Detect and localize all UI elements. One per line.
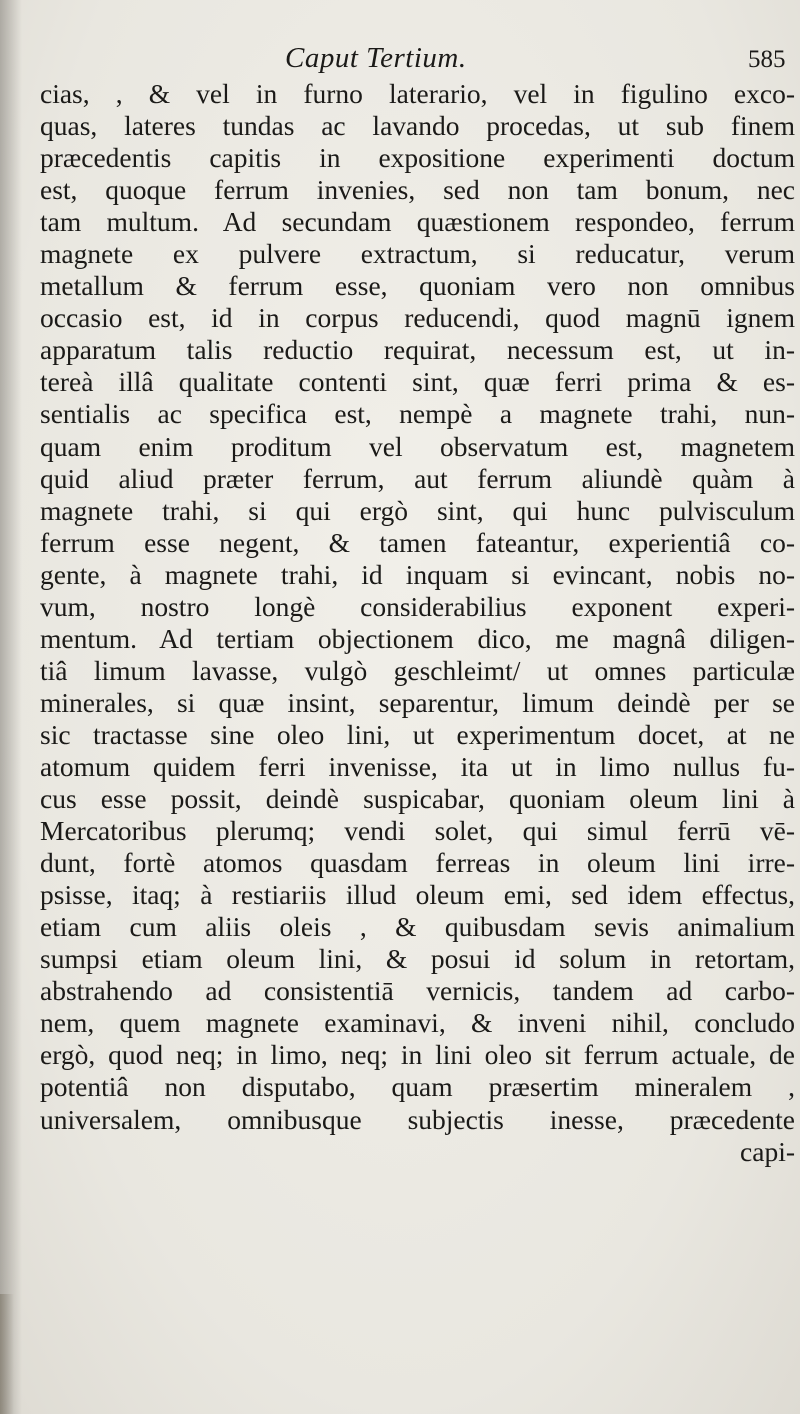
text-line: nem, quem magnete examinavi, & inveni nihil, concludo bbox=[40, 1007, 795, 1039]
running-title: Caput Tertium. bbox=[285, 42, 467, 74]
text-line: tiâ limum lavasse, vulgò geschleimt/ ut omnes particulæ bbox=[40, 654, 795, 686]
text-line: occasio est, id in corpus reducendi, quod magnū ignem bbox=[40, 302, 795, 334]
body-text bbox=[40, 78, 795, 1168]
text-line: vum, nostro longè considerabilius exponent experi- bbox=[40, 590, 795, 622]
text-line: ferrum esse negent, & tamen fateantur, experientiâ co- bbox=[40, 526, 795, 558]
text-line: quid aliud præter ferrum, aut ferrum aliundè quàm à bbox=[40, 462, 795, 494]
text-line: metallum & ferrum esse, quoniam vero non omnibus bbox=[40, 270, 795, 302]
text-line: atomum quidem ferri invenisse, ita ut in limo nullus fu- bbox=[40, 750, 795, 782]
page-number: 585 bbox=[748, 46, 786, 73]
text-line: capi- bbox=[740, 1135, 795, 1167]
text-line: etiam cum aliis oleis , & quibusdam sevis animalium bbox=[40, 911, 795, 943]
text-line: est, quoque ferrum invenies, sed non tam bonum, nec bbox=[40, 174, 795, 206]
text-line: psisse, itaq; à restiariis illud oleum emi, sed idem effectus, bbox=[40, 879, 795, 911]
text-line: cus esse possit, deindè suspicabar, quoniam oleum lini à bbox=[40, 783, 795, 815]
text-line: universalem, omnibusque subjectis inesse, præcedente bbox=[40, 1103, 795, 1135]
text-line: magnete trahi, si qui ergò sint, qui hunc pulvisculum bbox=[40, 494, 795, 526]
binding-shadow bbox=[0, 0, 22, 1414]
text-line: mentum. Ad tertiam objectionem dico, me magnâ diligen- bbox=[40, 622, 795, 654]
text-line: sumpsi etiam oleum lini, & posui id solum in retortam, bbox=[40, 943, 795, 975]
text-line: magnete ex pulvere extractum, si reducatur, verum bbox=[40, 238, 795, 270]
text-line: minerales, si quæ insint, separentur, limum deindè per se bbox=[40, 686, 795, 718]
text-line: ergò, quod neq; in limo, neq; in lini oleo sit ferrum actuale, de bbox=[40, 1039, 795, 1071]
text-line: quas, lateres tundas ac lavando procedas, ut sub finem bbox=[40, 110, 795, 142]
text-line: præcedentis capitis in expositione experimenti doctum bbox=[40, 142, 795, 174]
page-header bbox=[0, 38, 800, 78]
text-line: gente, à magnete trahi, id inquam si evincant, nobis no- bbox=[40, 558, 795, 590]
text-line: Mercatoribus plerumq; vendi solet, qui simul ferrū vē- bbox=[40, 815, 795, 847]
text-line: sic tractasse sine oleo lini, ut experimentum docet, at ne bbox=[40, 718, 795, 750]
page-edge-stain bbox=[0, 1294, 14, 1414]
text-line: quam enim proditum vel observatum est, magnetem bbox=[40, 430, 795, 462]
text-line: dunt, fortè atomos quasdam ferreas in oleum lini irre- bbox=[40, 847, 795, 879]
text-line: sentialis ac specifica est, nempè a magnete trahi, nun- bbox=[40, 398, 795, 430]
text-line: cias, , & vel in furno laterario, vel in figulino exco- bbox=[40, 78, 795, 109]
text-line: potentiâ non disputabo, quam præsertim mineralem , bbox=[40, 1071, 795, 1103]
text-line: apparatum talis reductio requirat, necessum est, ut in- bbox=[40, 334, 795, 366]
text-line: tereà illâ qualitate contenti sint, quæ ferri prima & es- bbox=[40, 366, 795, 398]
text-line: tam multum. Ad secundam quæstionem respondeo, ferrum bbox=[40, 206, 795, 238]
text-line: abstrahendo ad consistentiā vernicis, tandem ad carbo- bbox=[40, 975, 795, 1007]
